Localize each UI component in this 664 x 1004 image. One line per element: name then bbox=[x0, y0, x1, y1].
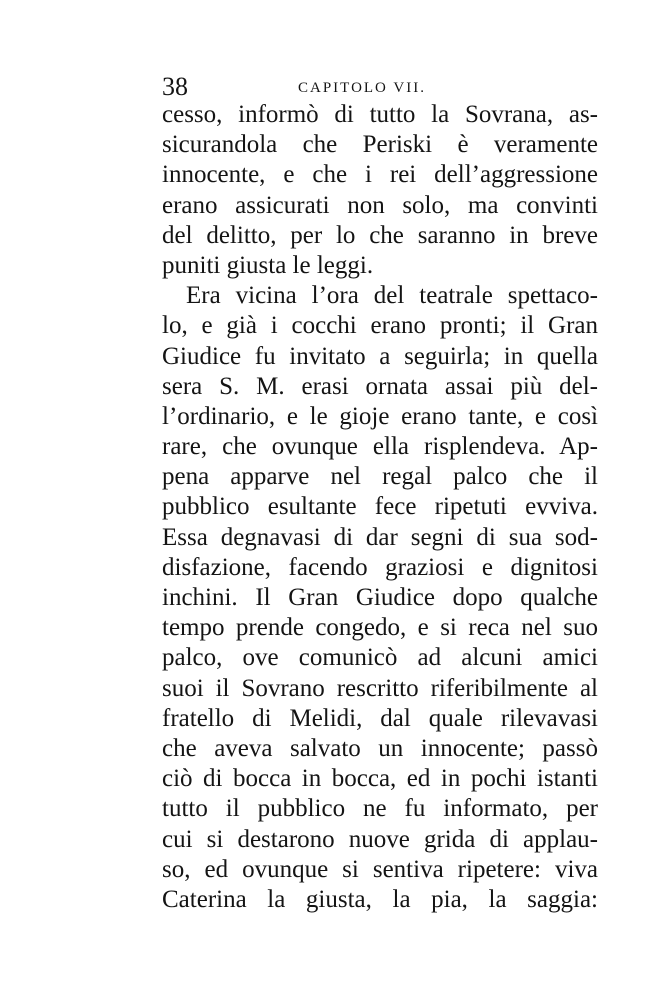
text-line: innocente, e che i rei dell’aggressione bbox=[162, 161, 598, 189]
text-line: palco, ove comunicò ad alcuni amici bbox=[162, 644, 598, 672]
text-line: suoi il Sovrano rescritto riferibilmente al bbox=[162, 674, 598, 702]
text-line: disfazione, facendo graziosi e dignitosi bbox=[162, 553, 598, 581]
text-line: tutto il pubblico ne fu informato, per bbox=[162, 795, 598, 823]
page-number: 38 bbox=[162, 72, 188, 101]
running-head: CAPITOLO VII. bbox=[298, 80, 426, 96]
text-line: cui si destarono nuove grida di applau- bbox=[162, 825, 598, 853]
text-line: inchini. Il Gran Giudice dopo qualche bbox=[162, 584, 598, 611]
text-line: sicurandola che Periski è veramente bbox=[162, 131, 598, 159]
text-line: lo, e già i cocchi erano pronti; il Gran bbox=[162, 312, 598, 340]
text-line: so, ed ovunque si sentiva ripetere: viva bbox=[162, 855, 598, 883]
text-line: cesso, informò di tutto la Sovrana, as- bbox=[162, 101, 598, 128]
text-line: puniti giusta le leggi. bbox=[162, 251, 374, 279]
text-line: Caterina la giusta, la pia, la saggia: bbox=[162, 885, 598, 913]
text-line: Essa degnavasi di dar segni di sua sod- bbox=[162, 523, 598, 551]
text-line: che aveva salvato un innocente; passò bbox=[162, 734, 598, 762]
text-line: l’ordinario, e le gioje erano tante, e così bbox=[162, 402, 598, 430]
text-line: pubblico esultante fece ripetuti evviva. bbox=[162, 493, 598, 521]
text-line: Giudice fu invitato a seguirla; in quella bbox=[162, 342, 598, 370]
text-line: fratello di Melidi, dal quale rilevavasi bbox=[162, 704, 598, 732]
body-text bbox=[162, 100, 598, 915]
text-line: sera S. M. erasi ornata assai più del- bbox=[162, 372, 598, 400]
text-line: rare, che ovunque ella risplendeva. Ap- bbox=[162, 433, 598, 461]
page-header bbox=[162, 70, 598, 104]
text-line: tempo prende congedo, e si reca nel suo bbox=[162, 614, 598, 642]
paragraph-start-line: Era vicina l’ora del teatrale spettaco- bbox=[186, 282, 598, 310]
text-line: ciò di bocca in bocca, ed in pochi istanti bbox=[162, 765, 598, 793]
text-line: pena apparve nel regal palco che il bbox=[162, 463, 598, 491]
text-line: del delitto, per lo che saranno in breve bbox=[162, 221, 598, 249]
text-line: erano assicurati non solo, ma convinti bbox=[162, 191, 598, 219]
